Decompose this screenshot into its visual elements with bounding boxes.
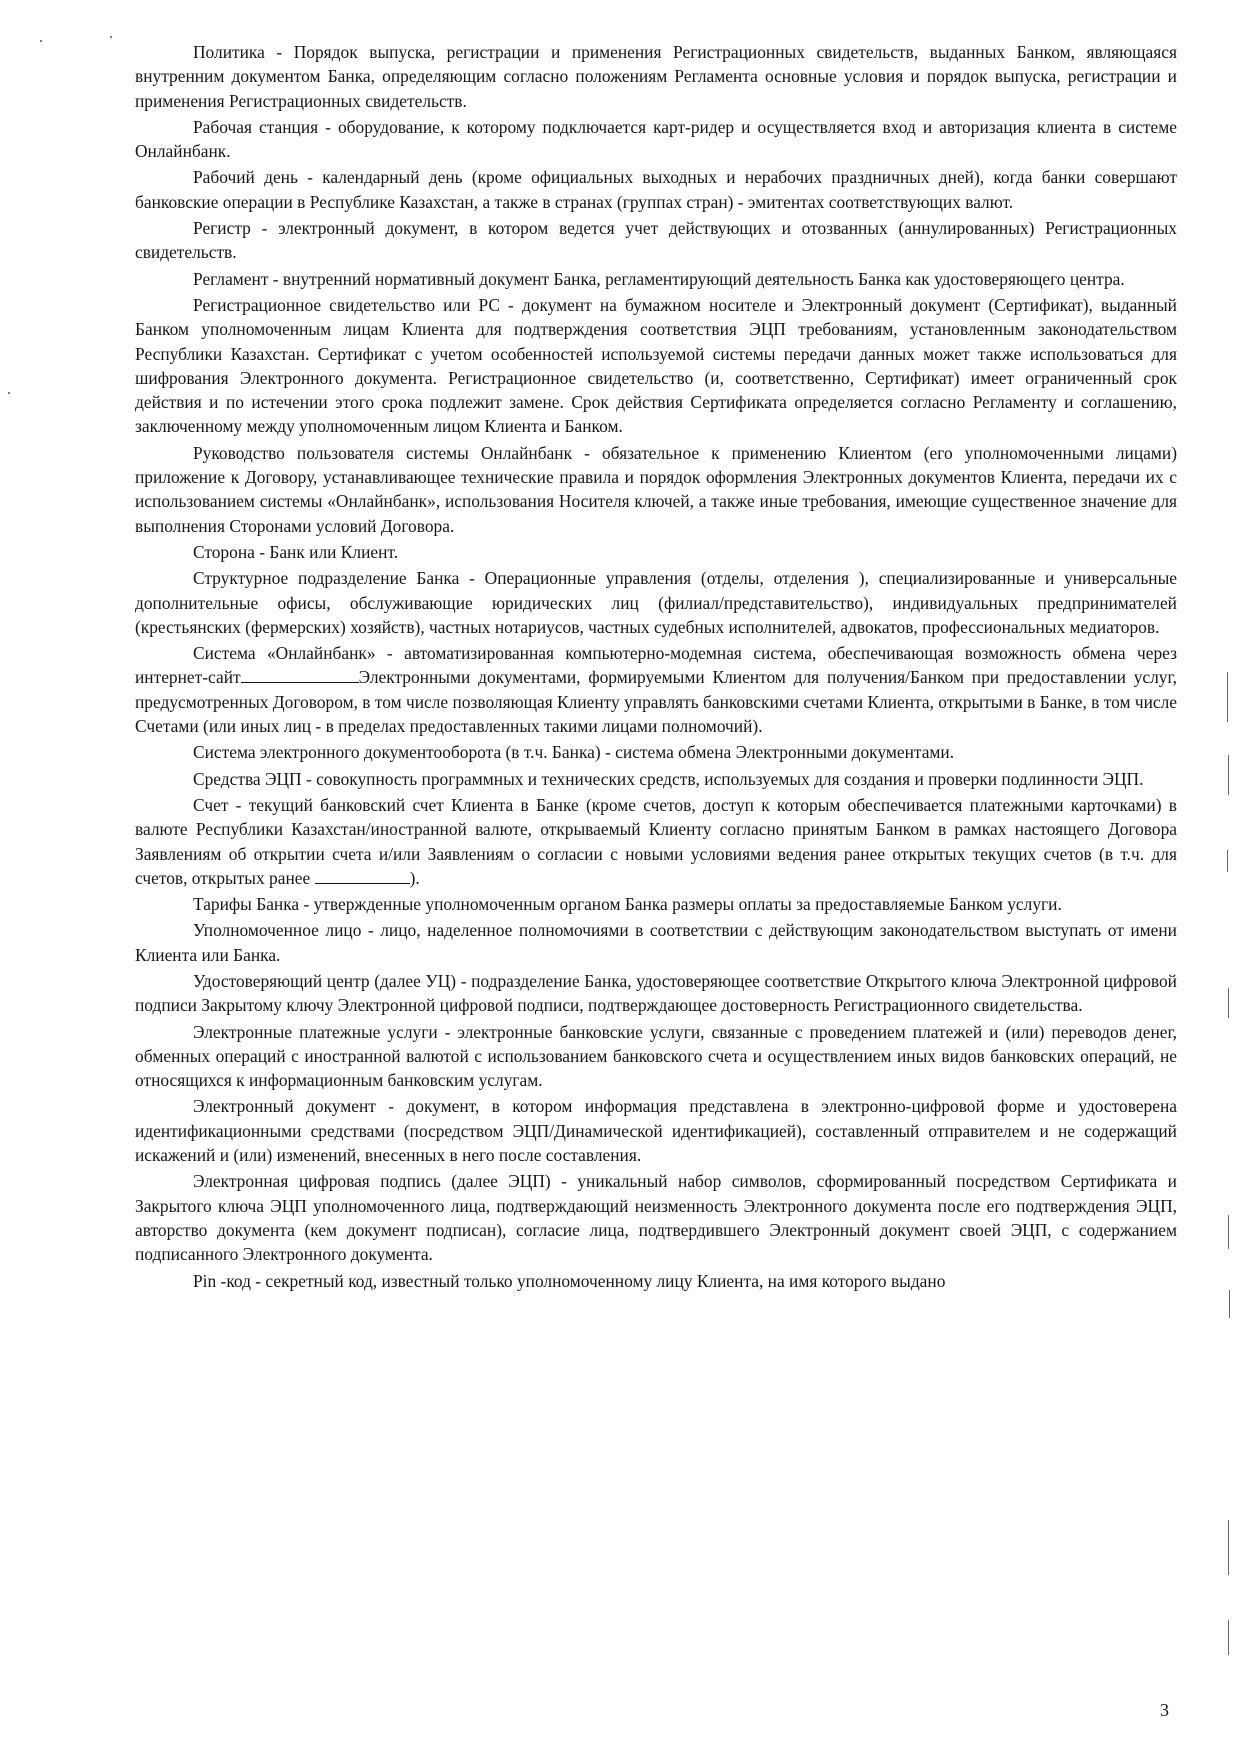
definition-eds-tools: Средства ЭЦП - совокупность программных и технических средств, используемых для создания и проверки подлинности ЭЦП. xyxy=(193,768,1144,789)
definition-tariffs: Тарифы Банка - утвержденные уполномоченным органом Банка размеры оплаты за предоставляемые Банком услуги. xyxy=(193,894,1062,915)
definition-onlinebank-system xyxy=(135,641,1177,738)
account-text: Счет - текущий банковский счет Клиента в Банке (кроме счетов, доступ к которым обеспечивается платежными карточками) в валюте Республики Казахстан/иностранной валюте, открываемый Клиенту согласно принятым Банком в рамках настоящего Договора Заявлениям об открытии счета и/или Заявлениям о согласии с новыми условиями ведения ранее открытых текущих счетов (в т.ч. для счетов, открытых ранее xyxy=(135,794,1177,888)
definition-workstation: Рабочая станция - оборудование, к которому подключается карт-ридер и осуществляется вход и авторизация клиента в системе Онлайнбанк. xyxy=(135,116,1177,162)
account-text-end: ). xyxy=(409,867,420,888)
definition-authorized-person: Уполномоченное лицо - лицо, наделенное полномочиями в соответствии с действующим законодательством выступать от имени Клиента или Банка. xyxy=(135,920,1177,965)
definition-certification-center: Удостоверяющий центр (далее УЦ) - подразделение Банка, удостоверяющее соответствие Открытого ключа Электронной цифровой подписи Закрытому ключу Электронной цифровой подписи, подтверждающее достоверность Регистрационного свидетельства. xyxy=(135,970,1177,1016)
definition-structural-unit: Структурное подразделение Банка - Операционные управления (отделы, отделения ), специализированные и универсальные дополнительные офисы, обслуживающие юридических лиц (филиал/представительство), индивидуальных предпринимателей (крестьянских (фермерских) хозяйств), частных нотариусов, частных судебных исполнителей, адвокатов, профессиональных медиаторов. xyxy=(135,568,1177,637)
definition-register: Регистр - электронный документ, в котором ведется учет действующих и отозванных (аннулированных) Регистрационных свидетельств. xyxy=(135,218,1177,263)
definition-party: Сторона - Банк или Клиент. xyxy=(193,541,399,562)
scan-edge-mark xyxy=(1229,1290,1230,1318)
scan-speck xyxy=(40,40,42,42)
onlinebank-text-end: Электронными документами, формируемыми Клиентом для получения/Банком при предоставлении услуг, предусмотренных Договором, в том числе позволяющая Клиенту управлять банковскими счетами Клиента, открытыми в Банке, в том числе Счетами (или иных лиц - в пределах предоставленных такими лицами полномочий). xyxy=(135,667,1177,737)
definition-user-guide: Руководство пользователя системы Онлайнбанк - обязательное к применению Клиентом (его уполномоченными лицами) приложение к Договору, устанавливающее технические правила и порядок оформления Электронных документов Клиента, передачи их с использованием системы «Онлайнбанк», использования Носителя ключей, а также иные требования, имеющие существенное значение для выполнения Сторонами условий Договора. xyxy=(135,442,1177,536)
scan-edge-mark xyxy=(1228,988,1229,1018)
definition-electronic-document: Электронный документ - документ, в котором информация представлена в электронно-цифровой форме и удостоверена идентификационными средствами (посредством ЭЦП/Динамической идентификацией), составленный отправителем и не содержащий искажений и (или) изменений, внесенных в него после составления. xyxy=(135,1096,1177,1166)
scan-speck xyxy=(8,392,10,394)
definition-regulation: Регламент - внутренний нормативный документ Банка, регламентирующий деятельность Банка как удостоверяющего центра. xyxy=(193,268,1125,289)
definition-pin-code: Pin -код - секретный код, известный только уполномоченному лицу Клиента, на имя которого выдано xyxy=(193,1270,946,1291)
scan-edge-mark xyxy=(1228,1620,1229,1655)
scan-edge-mark xyxy=(1227,672,1228,722)
scan-edge-mark xyxy=(1228,1520,1229,1575)
definition-electronic-digital-signature: Электронная цифровая подпись (далее ЭЦП) - уникальный набор символов, сформированный посредством Сертификата и Закрытого ключа ЭЦП уполномоченного лица, подтверждающий неизменность Электронного документа после его подтверждения ЭЦП, авторство документа (кем документ подписан), согласие лица, подтвердившего Электронный документ своей ЭЦП, с содержанием подписанного Электронного документа. xyxy=(135,1171,1177,1265)
scan-edge-mark xyxy=(1228,1215,1229,1249)
definition-registration-certificate: Регистрационное свидетельство или РС - документ на бумажном носителе и Электронный документ (Сертификат), выданный Банком уполномоченным лицам Клиента для подтверждения соответствия ЭЦП требованиям, установленным законодательством Республики Казахстан. Сертификат с учетом особенностей используемой системы передачи данных может также использоваться для шифрования Электронного документа. Регистрационное свидетельство (и, соответственно, Сертификат) имеет ограниченный срок действия и по истечении этого срока подлежит замене. Срок действия Сертификата определяется согласно Регламенту и соглашению, заключенному между уполномоченным лицом Клиента и Банком. xyxy=(135,294,1177,437)
definition-electronic-payment-services: Электронные платежные услуги - электронные банковские услуги, связанные с проведением платежей и (или) переводов денег, обменных операций с иностранной валютой с использованием банковского счета и осуществлением иных видов банковских операций, не относящихся к информационным банковским услугам. xyxy=(135,1021,1177,1091)
document-body xyxy=(135,40,1177,1295)
onlinebank-text-start: Система «Онлайнбанк» - автоматизированная компьютерно-модемная система, обеспечивающая возможность обмена через интернет-сайт xyxy=(135,643,1177,688)
date-blank xyxy=(315,866,410,884)
definition-account xyxy=(135,793,1177,890)
definition-edm-system: Система электронного документооборота (в т.ч. Банка) - система обмена Электронными документами. xyxy=(193,742,955,763)
scan-edge-mark xyxy=(1228,755,1229,795)
scan-speck xyxy=(110,36,112,38)
page-number: 3 xyxy=(1160,1700,1169,1720)
definition-policy: Политика - Порядок выпуска, регистрации и применения Регистрационных свидетельств, выданных Банком, являющаяся внутренним документом Банка, определяющим согласно положениям Регламента основные условия и порядок выпуска, регистрации и применения Регистрационных свидетельств. xyxy=(135,42,1177,111)
definition-working-day: Рабочий день - календарный день (кроме официальных выходных и нерабочих праздничных дней), когда банки совершают банковские операции в Республике Казахстан, а также в странах (группах стран) - эмитентах соответствующих валют. xyxy=(135,167,1177,212)
website-blank xyxy=(241,665,359,683)
scan-edge-mark xyxy=(1227,850,1228,872)
